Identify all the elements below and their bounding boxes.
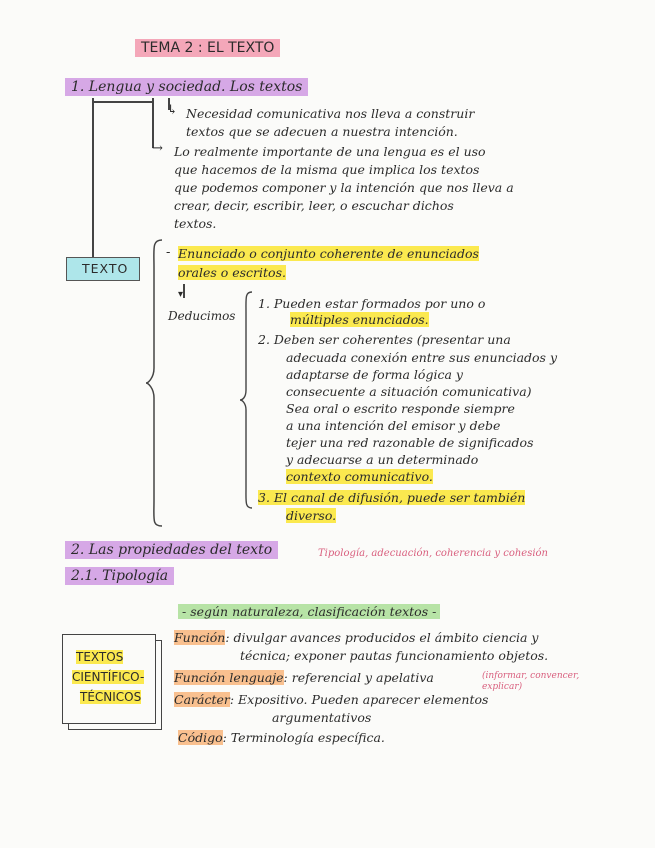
main-brace-icon <box>144 238 164 528</box>
feature-codigo-label: Código <box>178 730 223 745</box>
feature-codigo <box>178 730 385 745</box>
tecnicos-line-1-text: TEXTOS <box>76 650 124 664</box>
point-2-line-9-text: contexto comunicativo. <box>286 469 433 484</box>
tecnicos-line-3 <box>80 690 141 704</box>
point-1-line-1-text: 1. Pueden estar formados por uno o <box>258 296 486 311</box>
texto-box-label: TEXTO <box>82 261 129 276</box>
tecnicos-line-1 <box>76 650 123 664</box>
definition-line-2 <box>178 265 286 280</box>
feature-funcion-text: : divulgar avances producidos el ámbito ciencia y <box>225 630 539 645</box>
point-2-line-4: consecuente a situación comunicativa) <box>286 384 532 399</box>
point-2-line-7: tejer una red razonable de significados <box>286 435 534 450</box>
points-brace-icon <box>238 290 254 510</box>
tecnicos-line-2-text: CIENTÍFICO- <box>72 670 145 684</box>
feature-caracter-text: : Expositivo. Pueden aparecer elementos <box>229 692 489 707</box>
connector-horizontal-top <box>92 101 152 103</box>
arrow2-line-1: Lo realmente importante de una lengua es el uso <box>174 144 486 159</box>
section2-sub-heading-text: 2.1. Tipología <box>65 567 174 585</box>
classification-label-text: - según naturaleza, clasificación textos - <box>178 604 440 619</box>
feature-caracter-label: Carácter <box>174 692 230 707</box>
point-2-line-6: a una intención del emisor y debe <box>286 418 501 433</box>
definition-line-1-text: Enunciado o conjunto coherente de enunciados <box>178 246 479 261</box>
definition-dash: - <box>166 245 171 260</box>
point-1-line-1 <box>258 296 485 311</box>
feature-funcion <box>174 630 538 645</box>
deducimos-arrow-icon: ▾ <box>178 289 184 300</box>
point-2-line-3: adaptarse de forma lógica y <box>286 367 463 382</box>
deducimos-label: Deducimos <box>168 309 236 323</box>
feature-funcion-lenguaje <box>174 670 434 685</box>
definition-line-2-text: orales o escritos. <box>178 265 286 280</box>
arrow2-line-5: textos. <box>174 216 217 231</box>
section2-heading <box>65 542 278 558</box>
section1-heading <box>65 79 308 95</box>
point-3-line-1-text: 3. El canal de difusión, puede ser también <box>258 490 526 505</box>
page-title <box>135 40 280 56</box>
arrow2-icon: → <box>152 141 163 156</box>
point-2-line-2: adecuada conexión entre sus enunciados y <box>286 350 558 365</box>
section2-sub-heading <box>65 568 174 584</box>
arrow2-line-2: que hacemos de la misma que implica los textos <box>174 162 480 177</box>
arrow1-line-1: Necesidad comunicativa nos lleva a construir <box>186 106 475 121</box>
arrow2-line-3: que podemos componer y la intención que nos lleva a <box>174 180 514 195</box>
deducimos-connector <box>183 284 185 298</box>
feature-funcion-lenguaje-label: Función lenguaje <box>174 670 284 685</box>
point-3-line-2 <box>286 508 336 523</box>
point-2-line-1: 2. Deben ser coherentes (presentar una <box>258 332 511 347</box>
definition-line-1 <box>178 246 479 261</box>
connector-vertical-left <box>92 98 94 258</box>
feature-funcion-lenguaje-note: (informar, convencer, explicar) <box>482 671 580 692</box>
feature-codigo-text: : Terminología específica. <box>222 730 385 745</box>
page-title-text: TEMA 2 : EL TEXTO <box>135 39 280 57</box>
point-2-line-5: Sea oral o escrito responde siempre <box>286 401 515 416</box>
feature-funcion-more: técnica; exponer pautas funcionamiento objetos. <box>240 648 549 663</box>
tecnicos-line-2 <box>72 670 144 684</box>
point-3-line-1-visible <box>258 490 525 505</box>
point-1-line-2 <box>290 312 429 327</box>
feature-caracter-more: argumentativos <box>272 710 372 725</box>
section1-heading-text: 1. Lengua y sociedad. Los textos <box>65 78 308 96</box>
section2-subnote: Tipología, adecuación, coherencia y cohesión <box>318 548 548 559</box>
arrow2-line-4: crear, decir, escribir, leer, o escuchar dichos <box>174 198 454 213</box>
section2-heading-text: 2. Las propiedades del texto <box>65 541 278 559</box>
feature-funcion-label: Función <box>174 630 226 645</box>
feature-caracter <box>174 692 488 707</box>
tecnicos-line-3-text: TÉCNICOS <box>80 690 142 704</box>
point-1-line-2-text: múltiples enunciados. <box>290 312 429 327</box>
arrow1-icon: ↳ <box>167 103 178 118</box>
feature-funcion-lenguaje-text: : referencial y apelativa <box>283 670 434 685</box>
classification-label <box>178 604 440 619</box>
arrow1-line-2: textos que se adecuen a nuestra intención. <box>186 124 458 139</box>
point-2-line-9 <box>286 469 433 484</box>
point-3-line-2-text: diverso. <box>286 508 337 523</box>
point-2-line-8: y adecuarse a un determinado <box>286 452 479 467</box>
